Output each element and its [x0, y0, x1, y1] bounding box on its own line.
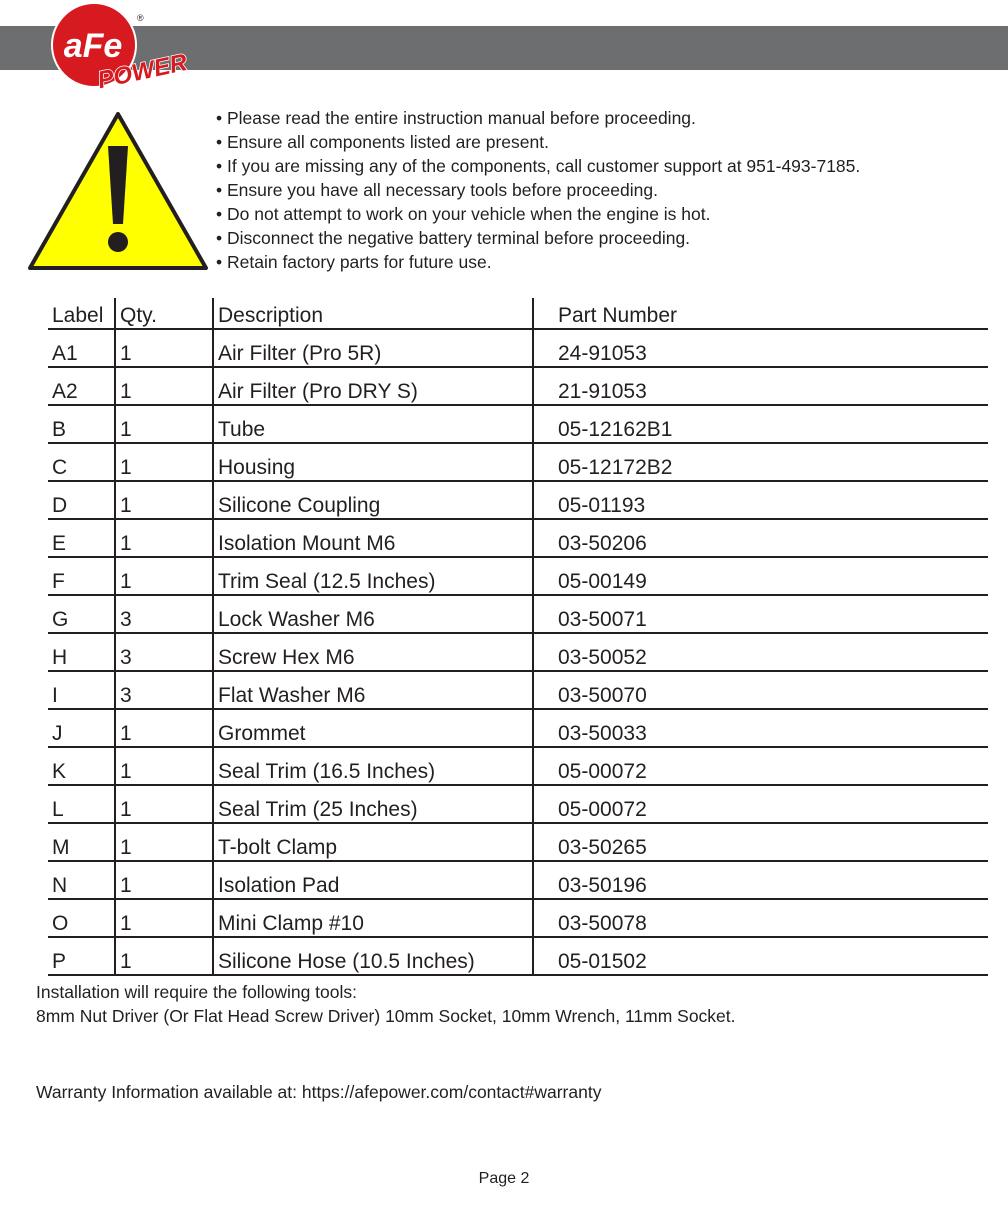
- cell-part-number: 05-01502: [533, 937, 988, 975]
- header-qty: Qty.: [115, 298, 213, 329]
- tools-section: [36, 980, 736, 1028]
- cell-description: Screw Hex M6: [213, 633, 533, 671]
- note-item: • Please read the entire instruction manual before proceeding.: [216, 106, 860, 130]
- cell-description: Trim Seal (12.5 Inches): [213, 557, 533, 595]
- cell-qty: 1: [115, 785, 213, 823]
- cell-label: H: [52, 646, 68, 669]
- cell-description: Air Filter (Pro 5R): [213, 329, 533, 367]
- cell-label: M: [52, 836, 70, 859]
- warranty-info: Warranty Information available at: https://afepower.com/contact#warranty: [36, 1082, 602, 1102]
- cell-part-number: 03-50265: [533, 823, 988, 861]
- table-row: [48, 557, 988, 595]
- cell-label: A1: [52, 342, 78, 365]
- cell-description: Seal Trim (25 Inches): [213, 785, 533, 823]
- cell-part-number: 03-50070: [533, 671, 988, 709]
- cell-part-number: 03-50033: [533, 709, 988, 747]
- cell-label: I: [52, 684, 58, 707]
- table-row: [48, 595, 988, 633]
- cell-qty: 3: [115, 633, 213, 671]
- cell-description: Flat Washer M6: [213, 671, 533, 709]
- cell-description: Lock Washer M6: [213, 595, 533, 633]
- table-row: [48, 633, 988, 671]
- cell-description: T-bolt Clamp: [213, 823, 533, 861]
- table-row: [48, 519, 988, 557]
- cell-qty: 1: [115, 899, 213, 937]
- cell-part-number: 05-00072: [533, 747, 988, 785]
- table-row: [48, 747, 988, 785]
- table-row: [48, 367, 988, 405]
- cell-qty: 1: [115, 937, 213, 975]
- cell-description: Tube: [213, 405, 533, 443]
- cell-label: F: [52, 570, 65, 593]
- cell-label: B: [52, 418, 67, 441]
- cell-label: C: [52, 456, 68, 479]
- parts-table-header-row: [48, 298, 988, 329]
- cell-part-number: 21-91053: [533, 367, 988, 405]
- cell-part-number: 03-50071: [533, 595, 988, 633]
- cell-qty: 1: [115, 557, 213, 595]
- cell-label: D: [52, 494, 68, 517]
- cell-label: N: [52, 874, 68, 897]
- table-row: [48, 861, 988, 899]
- cell-label: G: [52, 608, 69, 631]
- cell-part-number: 24-91053: [533, 329, 988, 367]
- cell-qty: 1: [115, 443, 213, 481]
- cell-description: Silicone Hose (10.5 Inches): [213, 937, 533, 975]
- cell-description: Housing: [213, 443, 533, 481]
- cell-description: Isolation Mount M6: [213, 519, 533, 557]
- page-number: Page 2: [478, 1170, 530, 1187]
- cell-description: Seal Trim (16.5 Inches): [213, 747, 533, 785]
- cell-part-number: 05-12172B2: [533, 443, 988, 481]
- table-row: [48, 899, 988, 937]
- cell-label: P: [52, 950, 67, 973]
- table-row: [48, 785, 988, 823]
- cell-label: A2: [52, 380, 78, 403]
- header-part-number: Part Number: [533, 298, 988, 329]
- logo-subtext: POWER: [95, 49, 190, 95]
- cell-description: Silicone Coupling: [213, 481, 533, 519]
- note-item: • Ensure all components listed are present.: [216, 130, 860, 154]
- cell-qty: 3: [115, 595, 213, 633]
- cell-qty: 1: [115, 747, 213, 785]
- cell-part-number: 03-50206: [533, 519, 988, 557]
- cell-description: Air Filter (Pro DRY S): [213, 367, 533, 405]
- table-row: [48, 405, 988, 443]
- cell-qty: 1: [115, 823, 213, 861]
- cell-description: Isolation Pad: [213, 861, 533, 899]
- cell-part-number: 05-01193: [533, 481, 988, 519]
- table-row: [48, 671, 988, 709]
- cell-qty: 1: [115, 861, 213, 899]
- cell-label: L: [52, 798, 64, 821]
- header-label: Label: [52, 304, 104, 327]
- note-item: • Do not attempt to work on your vehicle when the engine is hot.: [216, 202, 860, 226]
- table-row: [48, 823, 988, 861]
- instruction-notes: [216, 106, 860, 274]
- warning-triangle-icon: [24, 108, 212, 274]
- tools-intro: Installation will require the following tools:: [36, 982, 357, 1002]
- afe-power-logo: [44, 0, 194, 100]
- cell-part-number: 05-12162B1: [533, 405, 988, 443]
- table-row: [48, 709, 988, 747]
- tools-list: 8mm Nut Driver (Or Flat Head Screw Driver) 10mm Socket, 10mm Wrench, 11mm Socket.: [36, 1006, 736, 1026]
- parts-table: [48, 298, 988, 976]
- cell-part-number: 05-00149: [533, 557, 988, 595]
- cell-qty: 1: [115, 709, 213, 747]
- note-item: • Disconnect the negative battery terminal before proceeding.: [216, 226, 860, 250]
- note-item: • If you are missing any of the components, call customer support at 951-493-7185.: [216, 154, 860, 178]
- cell-description: Mini Clamp #10: [213, 899, 533, 937]
- logo-text: aFe: [63, 27, 123, 65]
- cell-label: J: [52, 722, 63, 745]
- cell-qty: 1: [115, 405, 213, 443]
- logo-registered-mark: ®: [137, 13, 144, 23]
- header-description: Description: [213, 298, 533, 329]
- cell-qty: 1: [115, 519, 213, 557]
- note-item: • Retain factory parts for future use.: [216, 250, 860, 274]
- cell-label: O: [52, 912, 69, 935]
- cell-part-number: 03-50078: [533, 899, 988, 937]
- cell-qty: 1: [115, 329, 213, 367]
- parts-table-body: [48, 329, 988, 975]
- cell-description: Grommet: [213, 709, 533, 747]
- table-row: [48, 329, 988, 367]
- cell-label: E: [52, 532, 67, 555]
- cell-qty: 1: [115, 481, 213, 519]
- table-row: [48, 443, 988, 481]
- table-row: [48, 937, 988, 975]
- cell-part-number: 03-50052: [533, 633, 988, 671]
- note-item: • Ensure you have all necessary tools before proceeding.: [216, 178, 860, 202]
- cell-qty: 3: [115, 671, 213, 709]
- cell-part-number: 05-00072: [533, 785, 988, 823]
- table-row: [48, 481, 988, 519]
- cell-part-number: 03-50196: [533, 861, 988, 899]
- cell-label: K: [52, 760, 67, 783]
- cell-qty: 1: [115, 367, 213, 405]
